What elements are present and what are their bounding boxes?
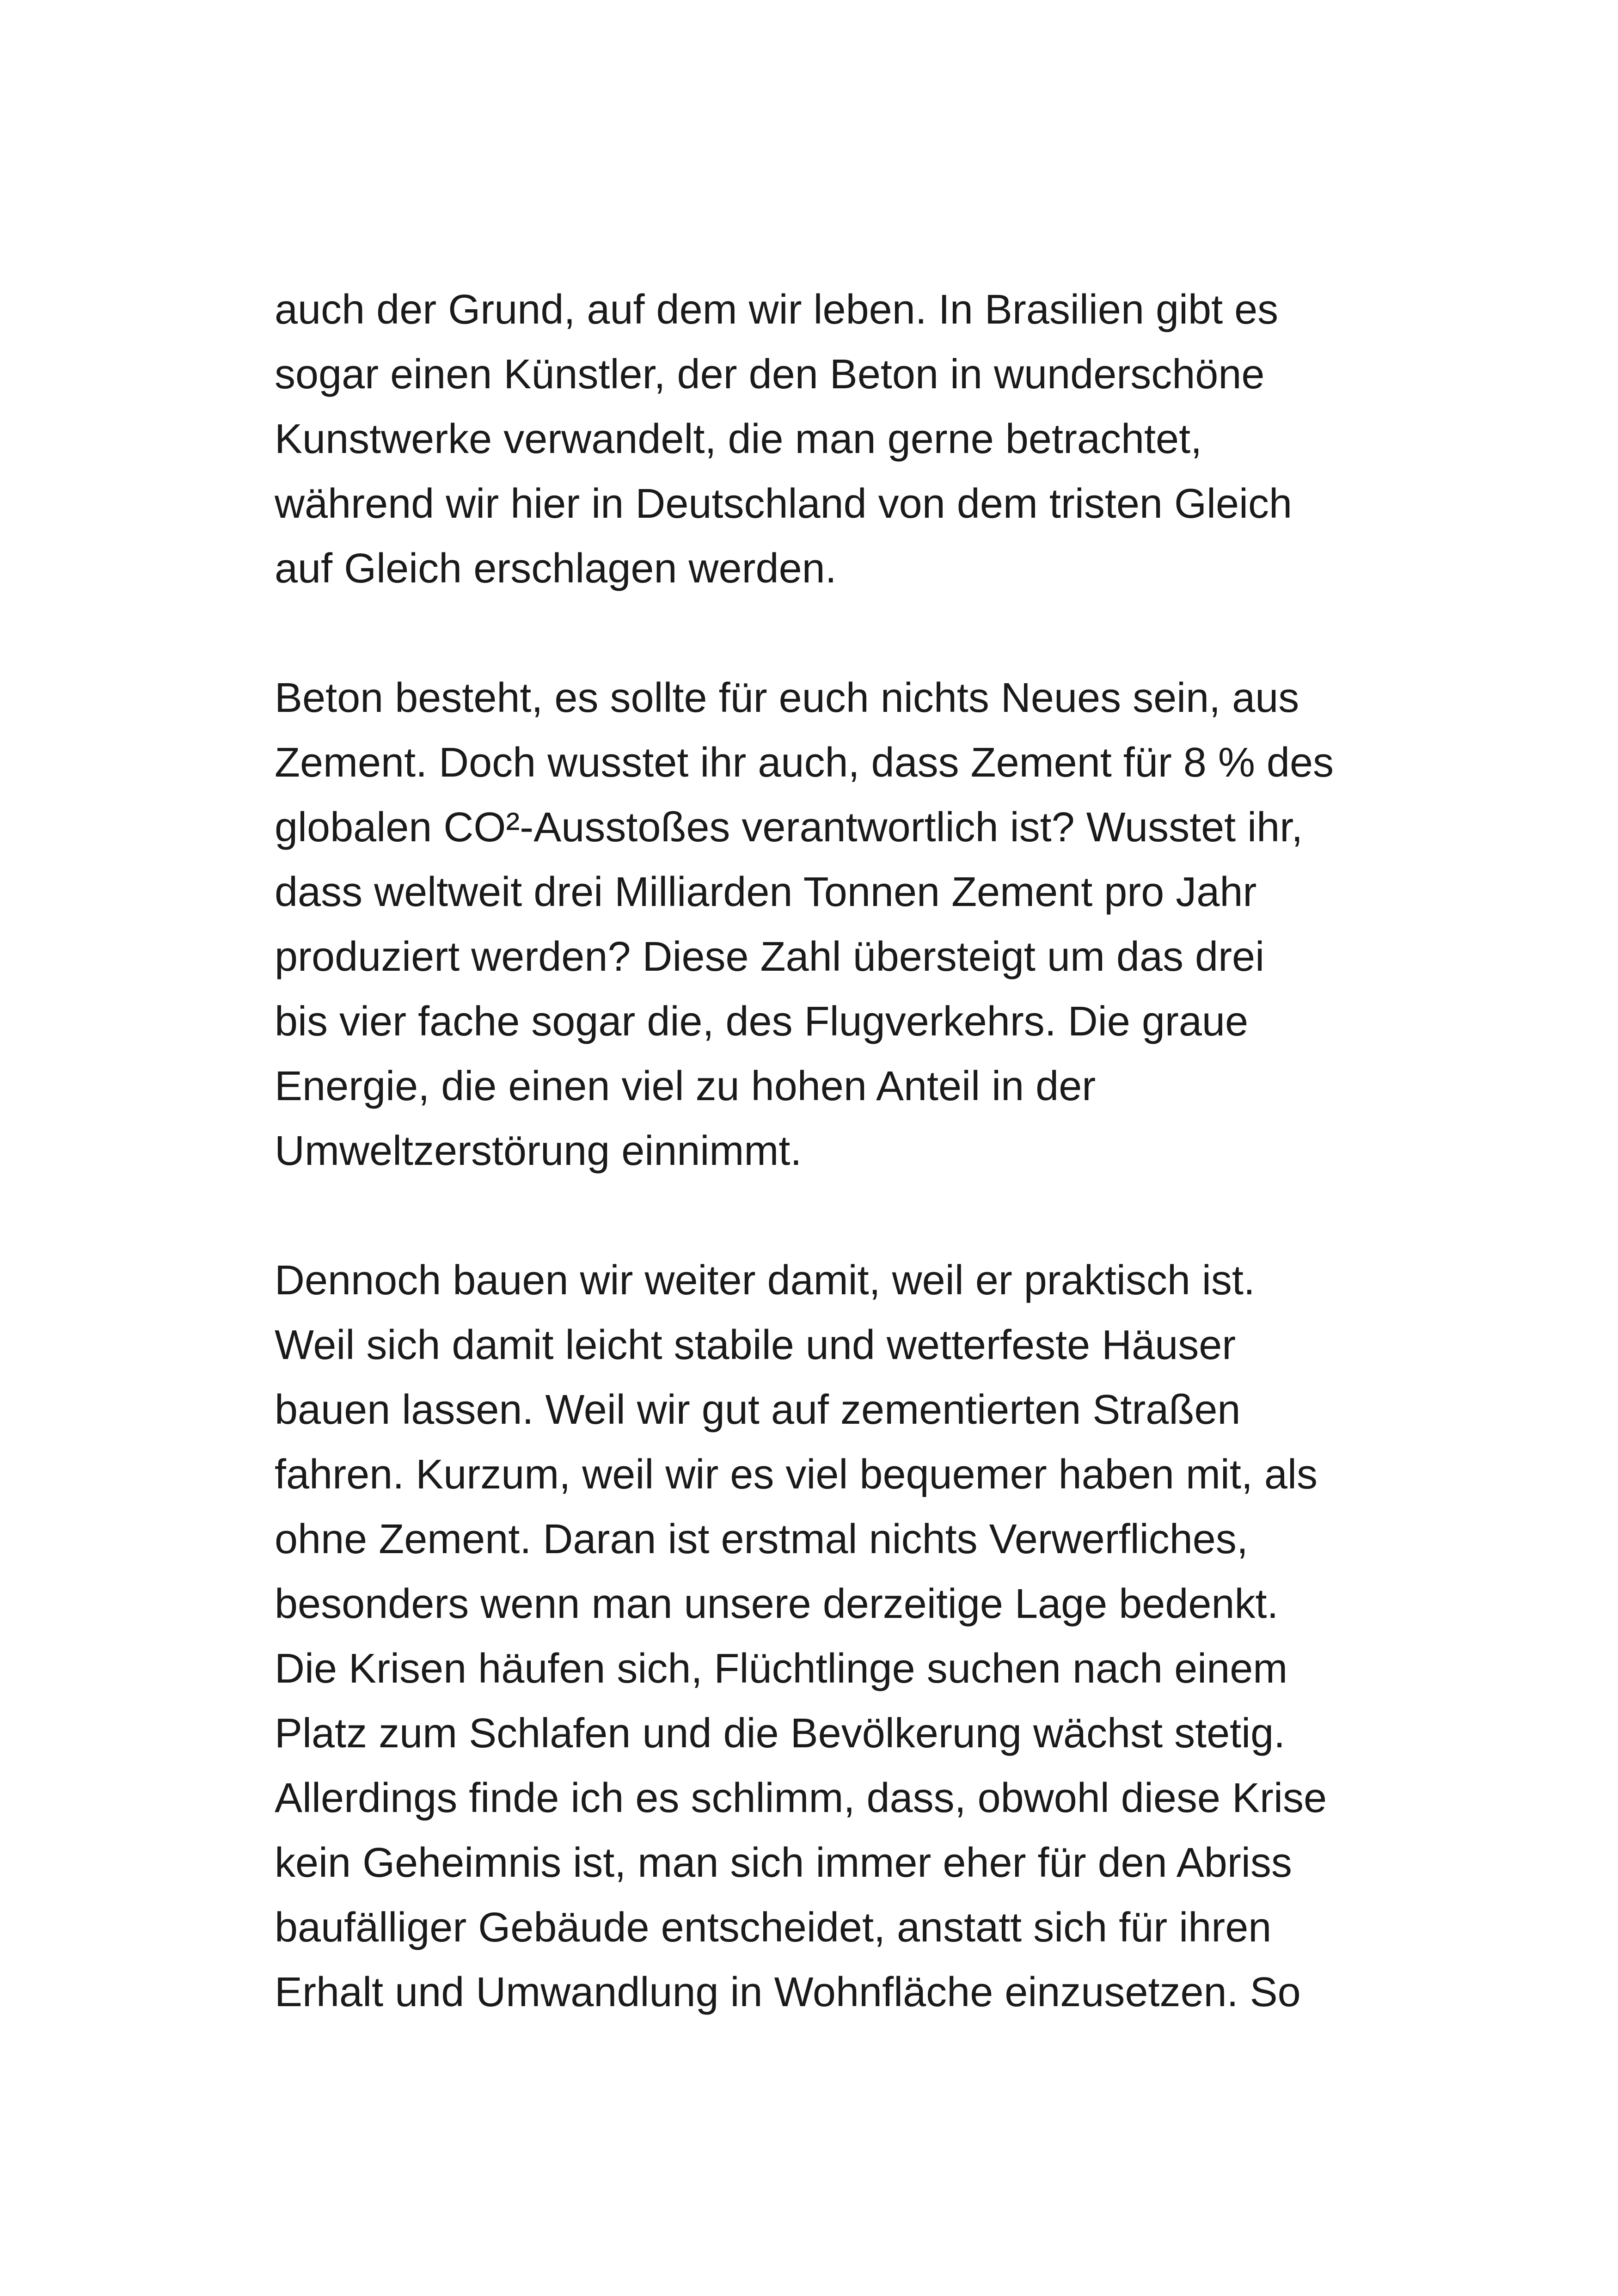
paragraph-2 <box>275 666 1384 1183</box>
text-line: auch der Grund, auf dem wir leben. In Brasilien gibt es <box>275 287 1279 333</box>
text-line: baufälliger Gebäude entscheidet, anstatt sich für ihren <box>275 1904 1272 1951</box>
text-line: Platz zum Schlafen und die Bevölkerung wächst stetig. <box>275 1710 1286 1757</box>
text-line: auf Gleich erschlagen werden. <box>275 545 837 592</box>
paragraph-1 <box>275 277 1384 601</box>
document-body <box>275 277 1384 2089</box>
text-line: Dennoch bauen wir weiter damit, weil er praktisch ist. <box>275 1257 1255 1304</box>
text-line: kein Geheimnis ist, man sich immer eher für den Abriss <box>275 1840 1292 1886</box>
text-line: Erhalt und Umwandlung in Wohnfläche einzusetzen. So <box>275 1969 1301 2015</box>
text-line: produziert werden? Diese Zahl übersteigt um das drei <box>275 934 1265 980</box>
text-line: Allerdings finde ich es schlimm, dass, obwohl diese Krise <box>275 1775 1327 1821</box>
text-line: ohne Zement. Daran ist erstmal nichts Verwerfliches, <box>275 1516 1248 1562</box>
text-line: Zement. Doch wusstet ihr auch, dass Zement für 8 % des <box>275 740 1334 786</box>
text-line: bauen lassen. Weil wir gut auf zementierten Straßen <box>275 1387 1241 1433</box>
text-line: Die Krisen häufen sich, Flüchtlinge suchen nach einem <box>275 1646 1288 1692</box>
text-line: Beton besteht, es sollte für euch nichts Neues sein, aus <box>275 675 1299 721</box>
text-line: während wir hier in Deutschland von dem tristen Gleich <box>275 481 1293 527</box>
text-line: Kunstwerke verwandelt, die man gerne betrachtet, <box>275 416 1202 462</box>
text-line: Weil sich damit leicht stabile und wetterfeste Häuser <box>275 1322 1236 1368</box>
paragraph-3 <box>275 1248 1384 2025</box>
text-line: fahren. Kurzum, weil wir es viel bequemer haben mit, als <box>275 1451 1318 1498</box>
text-line: Umweltzerstörung einnimmt. <box>275 1128 802 1174</box>
text-line: Energie, die einen viel zu hohen Anteil in der <box>275 1063 1096 1109</box>
text-line: globalen CO²-Ausstoßes verantwortlich ist? Wusstet ihr, <box>275 804 1303 851</box>
text-line: besonders wenn man unsere derzeitige Lage bedenkt. <box>275 1581 1279 1627</box>
text-line: dass weltweit drei Milliarden Tonnen Zement pro Jahr <box>275 869 1257 915</box>
text-line: bis vier fache sogar die, des Flugverkehrs. Die graue <box>275 998 1249 1045</box>
text-line: sogar einen Künstler, der den Beton in wunderschöne <box>275 351 1265 398</box>
